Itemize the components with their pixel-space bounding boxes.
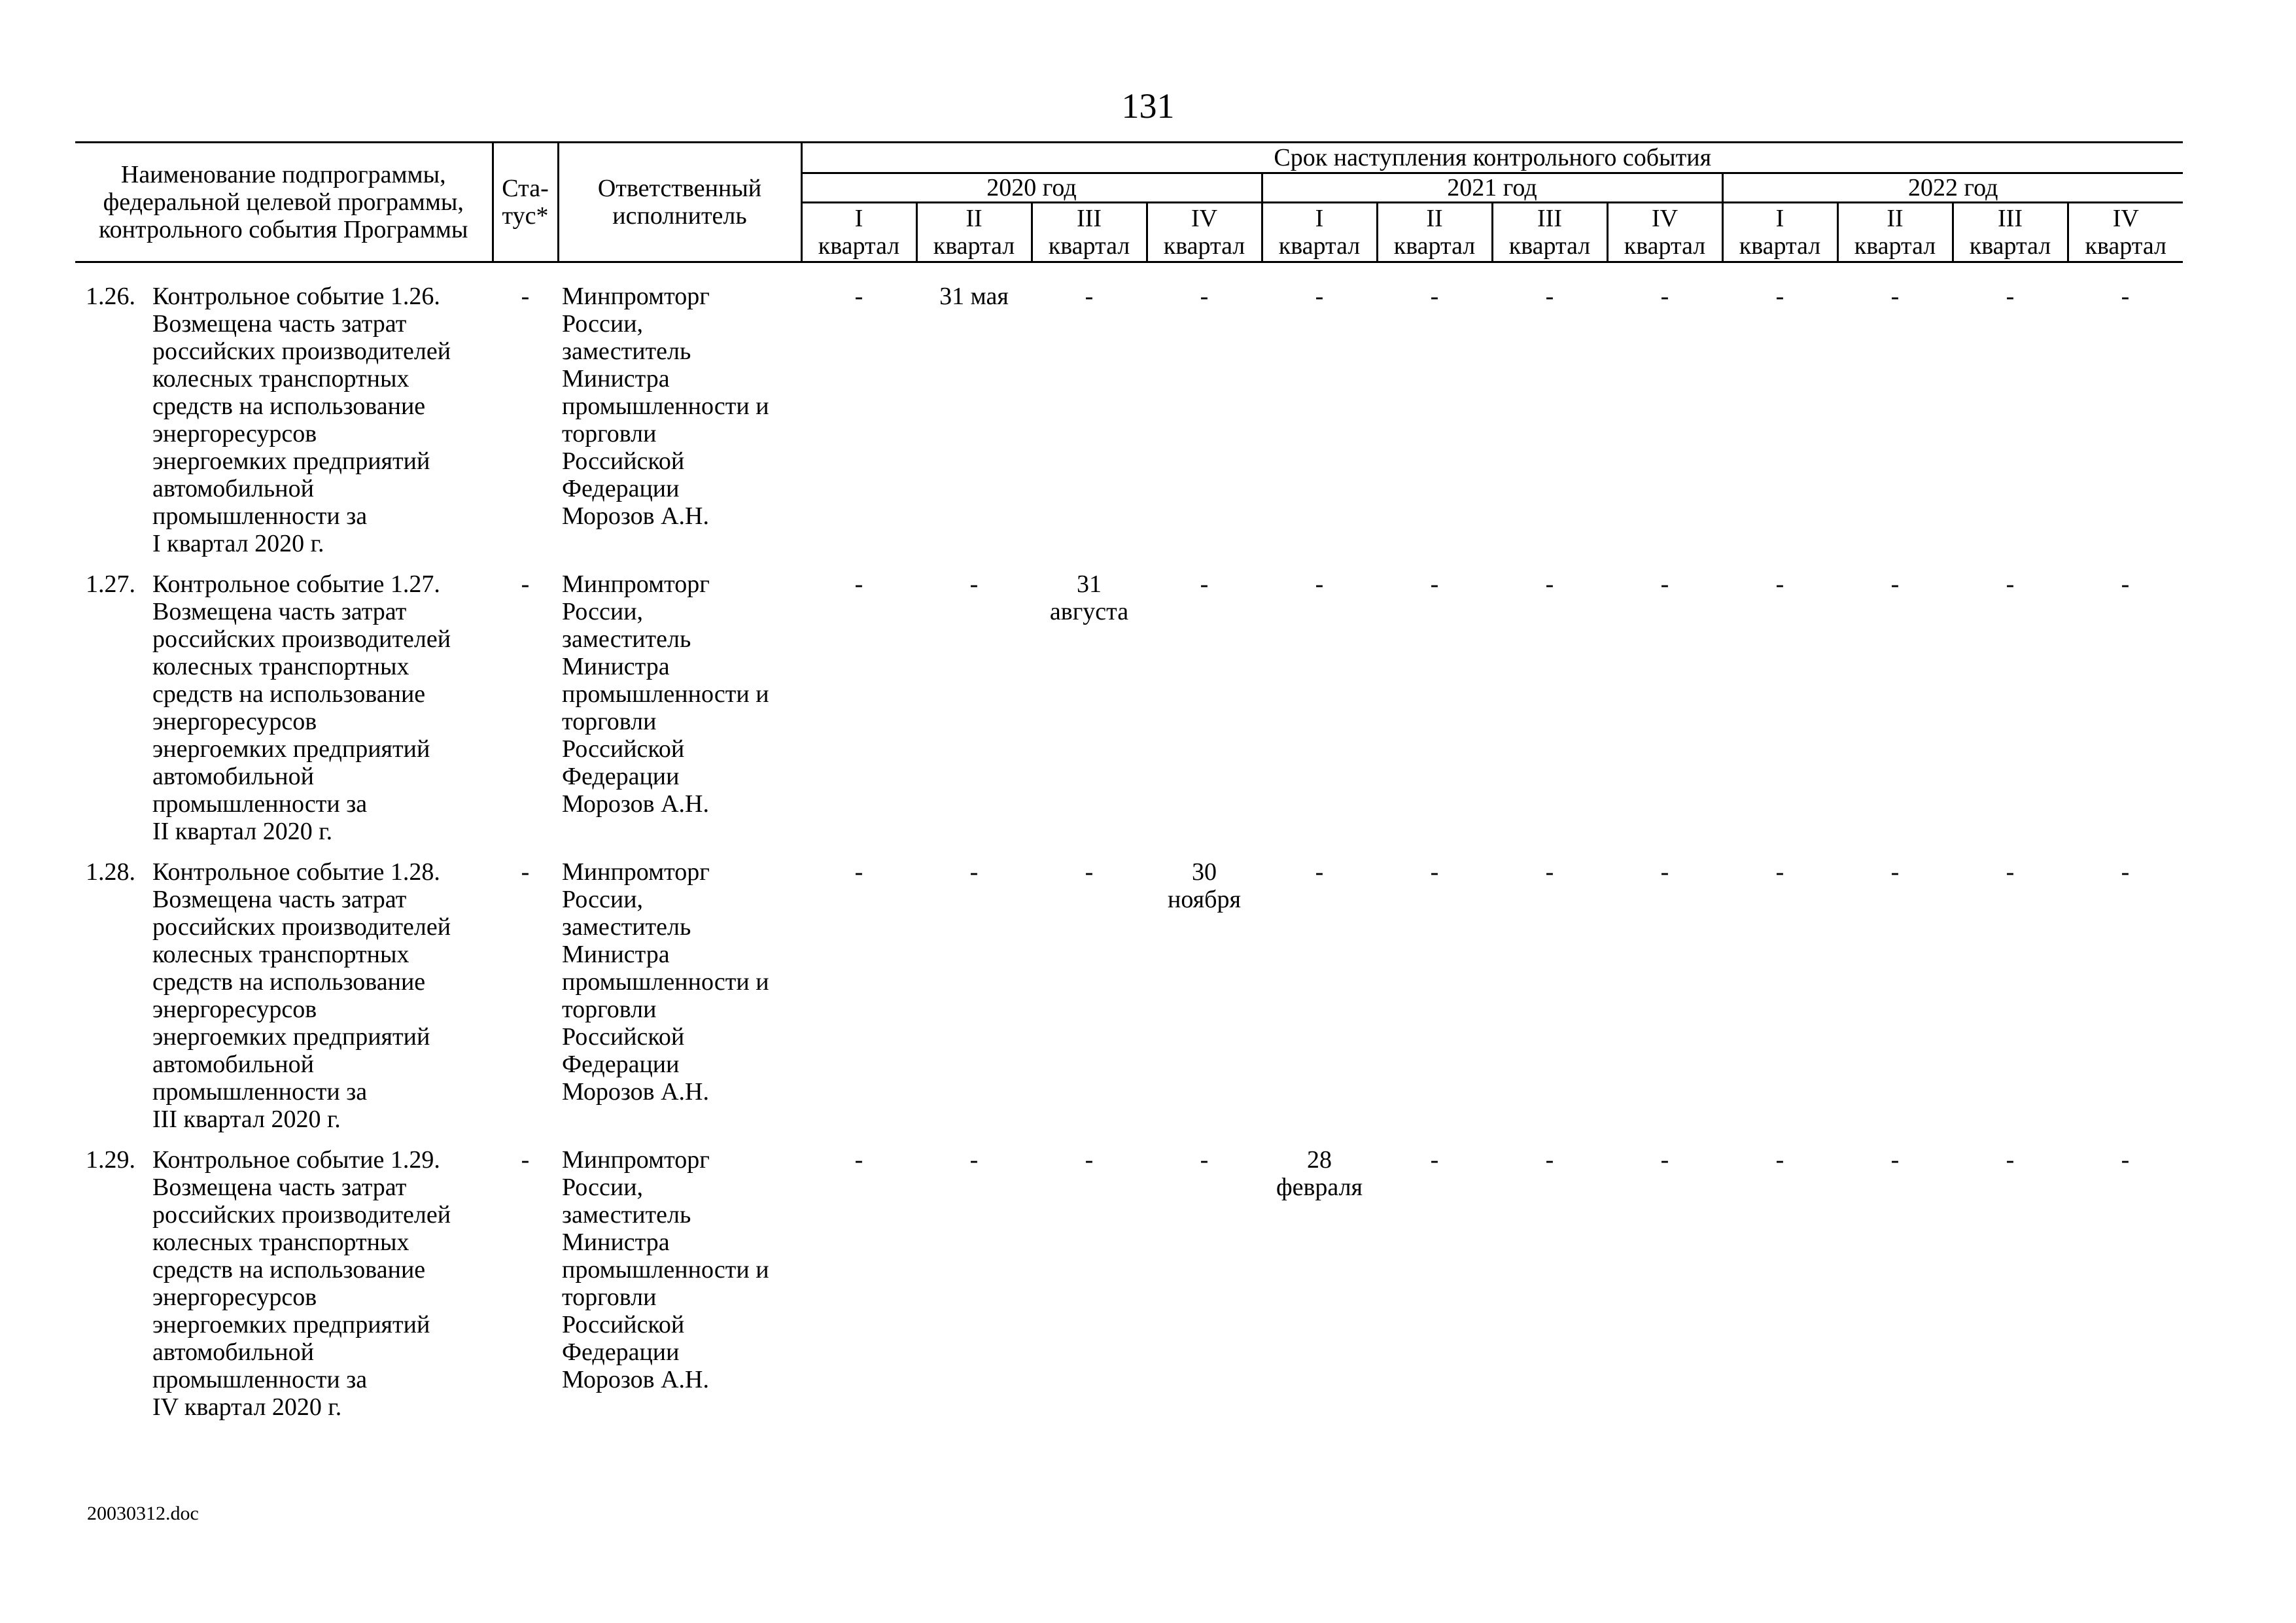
quarter-value: -	[969, 570, 979, 598]
quarter-value: -	[1660, 283, 1669, 310]
header-year: 2021 год	[1262, 173, 1722, 203]
quarter-numeral: IV	[2112, 205, 2139, 232]
quarter-value: 30 ноября	[1168, 858, 1241, 913]
quarter-word: квартал	[1163, 232, 1245, 260]
header-quarter	[1722, 203, 1837, 262]
event-status: -	[521, 858, 530, 886]
quarter-value: -	[1890, 283, 1900, 310]
header-name-column: Наименование подпрограммы, федеральной целевой программы, контрольного события Программы	[75, 143, 493, 262]
quarter-value: -	[1545, 1146, 1554, 1174]
event-executor: Минпромторг России, заместитель Министра промышленности и торговли Российской Федерации Морозов А.Н.	[562, 570, 769, 818]
quarter-value: -	[1890, 858, 1900, 886]
quarter-value: -	[1315, 283, 1324, 310]
event-executor: Минпромторг России, заместитель Министра промышленности и торговли Российской Федерации Морозов А.Н.	[562, 858, 769, 1106]
header-quarter	[916, 203, 1032, 262]
quarter-word: квартал	[1278, 232, 1361, 260]
event-executor: Минпромторг России, заместитель Министра промышленности и торговли Российской Федерации Морозов А.Н.	[562, 283, 769, 530]
quarter-value: -	[1660, 858, 1669, 886]
quarter-numeral: III	[1537, 205, 1562, 232]
quarter-value: -	[1085, 858, 1094, 886]
quarter-value: 28 февраля	[1276, 1146, 1363, 1201]
quarter-numeral: III	[1077, 205, 1102, 232]
quarter-value: -	[1430, 570, 1439, 598]
quarter-word: квартал	[1048, 232, 1130, 260]
header-quarter	[1377, 203, 1492, 262]
quarter-numeral: II	[1426, 205, 1443, 232]
event-status: -	[521, 283, 530, 310]
quarter-value: -	[2121, 570, 2130, 598]
quarter-value: -	[1315, 570, 1324, 598]
event-name: Контрольное событие 1.28. Возмещена часть затрат российских производителей колесных транспортных средств на использование энергоресурсов энергоемких предприятий автомобильной промышленности за III квартал 2020 г.	[152, 858, 451, 1133]
events-table	[75, 283, 2183, 1434]
row-number: 1.28.	[86, 858, 135, 886]
header-quarter	[801, 203, 916, 262]
header-quarter	[1953, 203, 2068, 262]
quarter-value: 31 мая	[939, 283, 1009, 310]
quarter-numeral: II	[1887, 205, 1904, 232]
header-year: 2020 год	[801, 173, 1262, 203]
quarter-value: -	[969, 1146, 979, 1174]
header-quarter	[1032, 203, 1147, 262]
quarter-value: -	[2006, 1146, 2015, 1174]
quarter-value: -	[1660, 1146, 1669, 1174]
quarter-value: -	[1775, 858, 1784, 886]
quarter-numeral: I	[1775, 205, 1784, 232]
quarter-value: -	[1890, 570, 1900, 598]
quarter-word: квартал	[1969, 232, 2051, 260]
quarter-word: квартал	[1624, 232, 1706, 260]
row-number: 1.29.	[86, 1146, 135, 1174]
row-number: 1.27.	[86, 570, 135, 598]
quarter-value: -	[1430, 858, 1439, 886]
quarter-value: -	[1775, 1146, 1784, 1174]
quarter-value: 31 августа	[1049, 570, 1129, 625]
quarter-value: -	[969, 858, 979, 886]
quarter-value: -	[2006, 283, 2015, 310]
quarter-numeral: IV	[1191, 205, 1218, 232]
quarter-value: -	[1775, 570, 1784, 598]
quarter-value: -	[2121, 283, 2130, 310]
quarter-value: -	[2121, 1146, 2130, 1174]
header-status-column: Ста-тус*	[493, 143, 558, 262]
document-filename: 20030312.doc	[87, 1503, 199, 1524]
quarter-value: -	[1085, 1146, 1094, 1174]
quarter-numeral: II	[965, 205, 983, 232]
page-number: 131	[1121, 86, 1175, 126]
event-status: -	[521, 1146, 530, 1174]
quarter-word: квартал	[2085, 232, 2166, 260]
event-name: Контрольное событие 1.26. Возмещена часть затрат российских производителей колесных транспортных средств на использование энергоресурсов энергоемких предприятий автомобильной промышленности за I квартал 2020 г.	[152, 283, 451, 557]
header-quarter	[1837, 203, 1953, 262]
table-row	[75, 858, 2183, 1146]
quarter-value: -	[1545, 858, 1554, 886]
quarter-value: -	[854, 1146, 863, 1174]
event-executor: Минпромторг России, заместитель Министра промышленности и торговли Российской Федерации Морозов А.Н.	[562, 1146, 769, 1393]
quarter-value: -	[1200, 283, 1209, 310]
header-quarter	[1262, 203, 1377, 262]
quarter-value: -	[1085, 283, 1094, 310]
table-row	[75, 1146, 2183, 1434]
quarter-value: -	[1660, 570, 1669, 598]
quarter-value: -	[1890, 1146, 1900, 1174]
row-number: 1.26.	[86, 283, 135, 310]
quarter-value: -	[854, 858, 863, 886]
quarter-word: квартал	[1739, 232, 1821, 260]
quarter-value: -	[2121, 858, 2130, 886]
header-quarter	[2068, 203, 2183, 262]
quarter-numeral: I	[1315, 205, 1324, 232]
quarter-value: -	[1200, 1146, 1209, 1174]
quarter-value: -	[2006, 858, 2015, 886]
quarter-word: квартал	[1393, 232, 1476, 260]
header-quarter	[1492, 203, 1607, 262]
quarter-value: -	[854, 570, 863, 598]
event-status: -	[521, 570, 530, 598]
header-quarter	[1607, 203, 1722, 262]
quarter-value: -	[1545, 570, 1554, 598]
quarter-value: -	[1775, 283, 1784, 310]
table-row	[75, 283, 2183, 570]
table-header	[75, 141, 2183, 263]
event-name: Контрольное событие 1.27. Возмещена часть затрат российских производителей колесных транспортных средств на использование энергоресурсов энергоемких предприятий автомобильной промышленности за II квартал 2020 г.	[152, 570, 451, 845]
quarter-value: -	[1430, 283, 1439, 310]
header-deadline-title: Срок наступления контрольного события	[801, 143, 2183, 173]
quarter-numeral: IV	[1651, 205, 1679, 232]
quarter-value: -	[1315, 858, 1324, 886]
quarter-value: -	[1430, 1146, 1439, 1174]
quarter-value: -	[2006, 570, 2015, 598]
quarter-value: -	[1545, 283, 1554, 310]
quarter-word: квартал	[1508, 232, 1591, 260]
quarter-word: квартал	[933, 232, 1015, 260]
quarter-numeral: III	[1998, 205, 2023, 232]
table-row	[75, 570, 2183, 858]
header-year: 2022 год	[1722, 173, 2183, 203]
quarter-value: -	[1200, 570, 1209, 598]
quarter-value: -	[854, 283, 863, 310]
quarter-word: квартал	[1854, 232, 1936, 260]
quarter-word: квартал	[818, 232, 900, 260]
quarter-numeral: I	[854, 205, 863, 232]
event-name: Контрольное событие 1.29. Возмещена часть затрат российских производителей колесных транспортных средств на использование энергоресурсов энергоемких предприятий автомобильной промышленности за IV квартал 2020 г.	[152, 1146, 451, 1421]
header-quarter	[1147, 203, 1262, 262]
header-executor-column: Ответственный исполнитель	[558, 143, 801, 262]
